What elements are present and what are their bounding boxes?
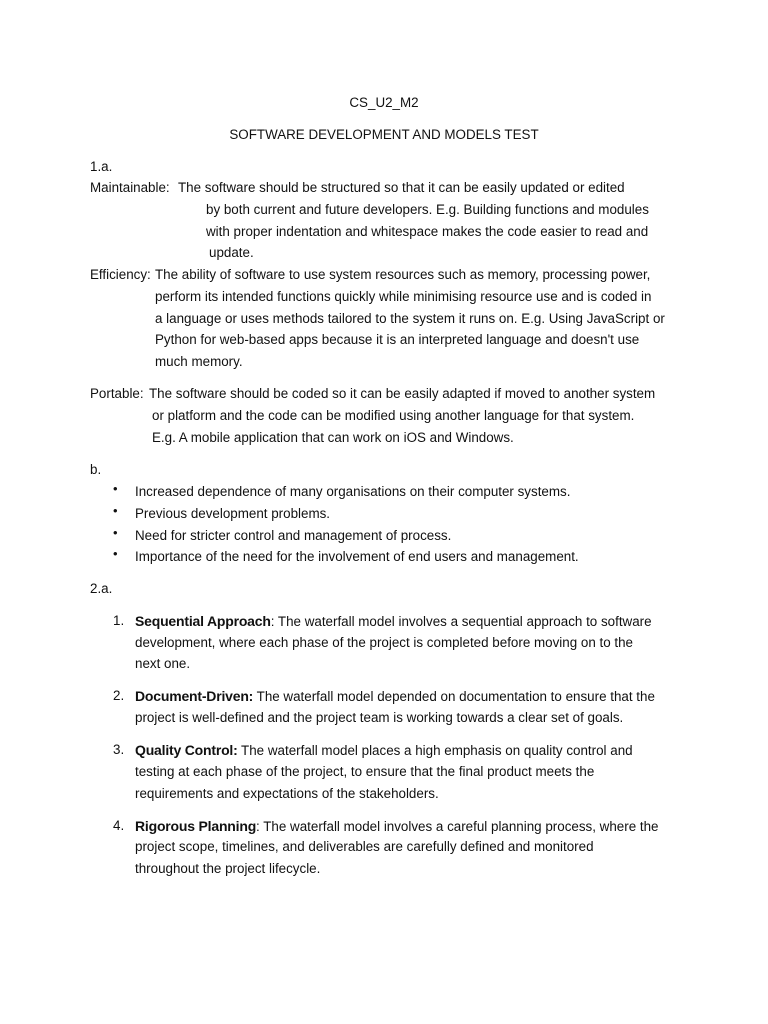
efficiency-line: perform its intended functions quickly while minimising resource use and is coded in	[155, 289, 652, 304]
portable-term: Portable:	[90, 386, 144, 401]
item-first-line	[135, 686, 655, 707]
item-text: : The waterfall model involves a sequential approach to software	[270, 614, 652, 629]
item-number: 2.	[113, 688, 125, 703]
item-number: 1.	[113, 613, 125, 628]
item-text: development, where each phase of the project is completed before moving on to the	[135, 635, 633, 650]
item-term: Rigorous Planning	[135, 818, 257, 834]
efficiency-term: Efficiency:	[90, 267, 151, 282]
maintainable-line: with proper indentation and whitespace makes the code easier to read and	[206, 224, 649, 239]
question-2a-label: 2.a.	[90, 581, 113, 596]
item-text: project is well-defined and the project team is working towards a clear set of goals.	[135, 710, 624, 725]
portable-line: The software should be coded so it can be easily adapted if moved to another system	[149, 386, 656, 401]
bullet-text: Previous development problems.	[135, 506, 331, 521]
item-text: The waterfall model depended on documentation to ensure that the	[253, 689, 655, 704]
item-text: testing at each phase of the project, to ensure that the final product meets the	[135, 764, 595, 779]
bullet-text: Increased dependence of many organisations on their computer systems.	[135, 484, 571, 499]
efficiency-line: The ability of software to use system resources such as memory, processing power,	[155, 267, 651, 282]
item-text: : The waterfall model involves a careful planning process, where the	[256, 819, 659, 834]
bullet-text: Need for stricter control and management of process.	[135, 528, 452, 543]
item-text: next one.	[135, 656, 191, 671]
item-text: requirements and expectations of the stakeholders.	[135, 786, 439, 801]
efficiency-line: Python for web-based apps because it is an interpreted language and doesn't use	[155, 332, 640, 347]
document-title: SOFTWARE DEVELOPMENT AND MODELS TEST	[229, 127, 539, 142]
item-term: Sequential Approach	[135, 613, 271, 629]
item-first-line	[135, 740, 633, 761]
item-term: Quality Control:	[135, 742, 238, 758]
item-text: project scope, timelines, and deliverables are carefully defined and monitored	[135, 839, 594, 854]
document-code: CS_U2_M2	[349, 95, 419, 110]
item-number: 4.	[113, 818, 125, 833]
bullet-icon: •	[113, 525, 118, 540]
bullet-icon: •	[113, 546, 118, 561]
bullet-icon: •	[113, 481, 118, 496]
item-first-line	[135, 816, 658, 837]
portable-line: or platform and the code can be modified using another language for that system.	[152, 408, 635, 423]
bullet-icon: •	[113, 503, 118, 518]
item-text: The waterfall model places a high emphasis on quality control and	[237, 743, 633, 758]
efficiency-line: much memory.	[155, 354, 243, 369]
item-first-line	[135, 611, 652, 632]
item-term: Document-Driven:	[135, 688, 254, 704]
item-text: throughout the project lifecycle.	[135, 861, 321, 876]
efficiency-line: a language or uses methods tailored to the system it runs on. E.g. Using JavaScript or	[155, 311, 665, 326]
item-number: 3.	[113, 742, 125, 757]
bullet-text: Importance of the need for the involvement of end users and management.	[135, 549, 579, 564]
maintainable-line: by both current and future developers. E.g. Building functions and modules	[206, 202, 649, 217]
maintainable-line: The software should be structured so that it can be easily updated or edited	[178, 180, 625, 195]
question-1a-label: 1.a.	[90, 159, 113, 174]
question-1b-label: b.	[90, 462, 102, 477]
portable-line: E.g. A mobile application that can work on iOS and Windows.	[152, 430, 514, 445]
maintainable-term: Maintainable:	[90, 180, 170, 195]
maintainable-line: update.	[209, 245, 254, 260]
